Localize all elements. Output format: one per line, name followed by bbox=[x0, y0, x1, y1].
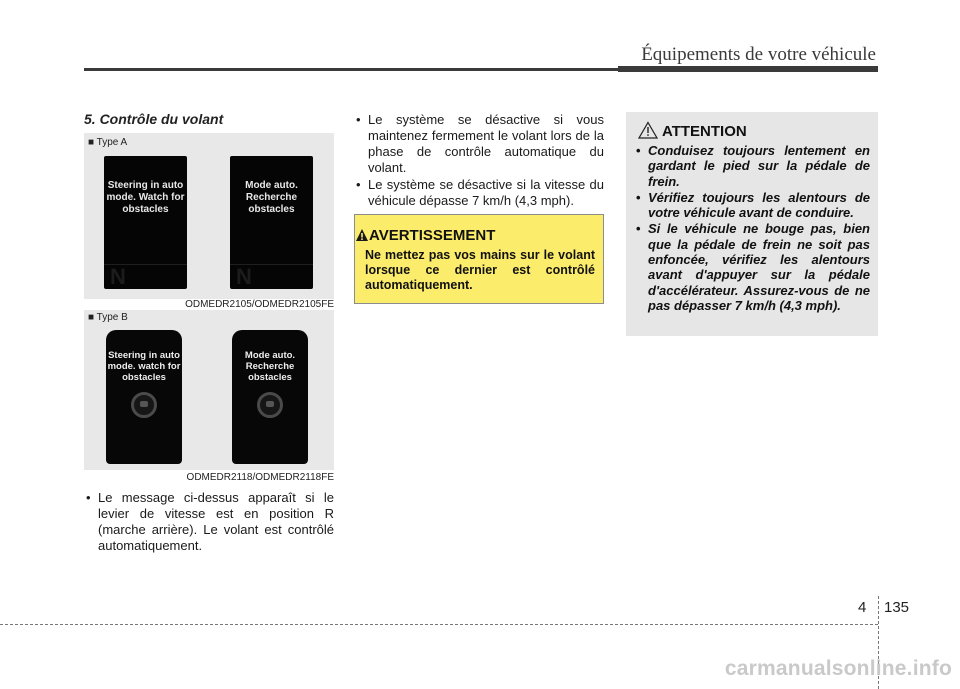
page-number: 135 bbox=[884, 599, 910, 616]
cluster-display-french bbox=[230, 156, 313, 289]
bullet-item: • Le système se désactive si vous maintenez fermement le volant lors de la phase de contrôle automatique du volant. bbox=[354, 112, 604, 176]
left-column-text bbox=[84, 490, 334, 554]
warning-text: Ne mettez pas vos mains sur le volant lorsque ce dernier est contrôlé automatiquement. bbox=[365, 248, 595, 292]
cluster-display-english bbox=[106, 330, 182, 464]
footer-rule bbox=[0, 624, 878, 625]
watermark: carmanualsonline.info bbox=[724, 657, 952, 680]
section-title: 5. Contrôle du volant bbox=[84, 111, 224, 127]
bullet-item: • Le système se désactive si la vitesse du véhicule dépasse 7 km/h (4,3 mph). bbox=[354, 177, 604, 209]
gear-indicator-icon: N bbox=[230, 264, 313, 289]
caution-triangle-icon bbox=[638, 121, 658, 139]
warning-box bbox=[354, 214, 604, 304]
steering-wheel-icon bbox=[257, 392, 283, 418]
cluster-display-french bbox=[232, 330, 308, 464]
figure-type-b bbox=[84, 310, 334, 470]
figure-type-a bbox=[84, 133, 334, 299]
figure-type-a-label: ■ Type A bbox=[88, 137, 128, 148]
display-message: Steering in auto mode. watch for obstacles bbox=[107, 350, 181, 383]
warning-title: AVERTISSEMENT bbox=[369, 227, 496, 244]
display-message: Mode auto. Recherche obstacles bbox=[245, 180, 298, 215]
figure-type-a-caption: ODMEDR2105/ODMEDR2105FE bbox=[185, 299, 334, 310]
middle-column-text bbox=[354, 112, 604, 209]
attention-title: ATTENTION bbox=[662, 123, 747, 140]
gear-indicator-icon: N bbox=[104, 264, 187, 289]
header-rule-thick bbox=[618, 66, 878, 72]
attention-box bbox=[626, 112, 878, 336]
cluster-display-english bbox=[104, 156, 187, 289]
figure-type-b-label: ■ Type B bbox=[88, 312, 128, 323]
steering-wheel-icon bbox=[131, 392, 157, 418]
figure-type-b-caption: ODMEDR2118/ODMEDR2118FE bbox=[186, 472, 334, 483]
chapter-number: 4 bbox=[858, 599, 867, 616]
display-message: Steering in auto mode. Watch for obstacles bbox=[106, 180, 185, 215]
warning-triangle-icon bbox=[355, 228, 369, 242]
display-message: Mode auto. Recherche obstacles bbox=[244, 350, 296, 383]
bullet-item: • Le message ci-dessus apparaît si le levier de vitesse est en position R (marche arrière). Le volant est contrôlé automatiquement. bbox=[84, 490, 334, 554]
chapter-title: Équipements de votre véhicule bbox=[641, 44, 876, 65]
attention-item: • Conduisez toujours lentement en gardant le pied sur la pédale de frein. bbox=[634, 143, 870, 189]
attention-item: • Si le véhicule ne bouge pas, bien que la pédale de frein ne soit pas enfoncée, vérifiez les alentours avant d'appuyer sur la pédale d'accélérateur. Assurez-vous de ne pas dépasser 7 km/h (4,3 mph). bbox=[634, 221, 870, 313]
attention-item: • Vérifiez toujours les alentours de votre véhicule avant de conduire. bbox=[634, 190, 870, 221]
attention-list bbox=[634, 143, 870, 314]
